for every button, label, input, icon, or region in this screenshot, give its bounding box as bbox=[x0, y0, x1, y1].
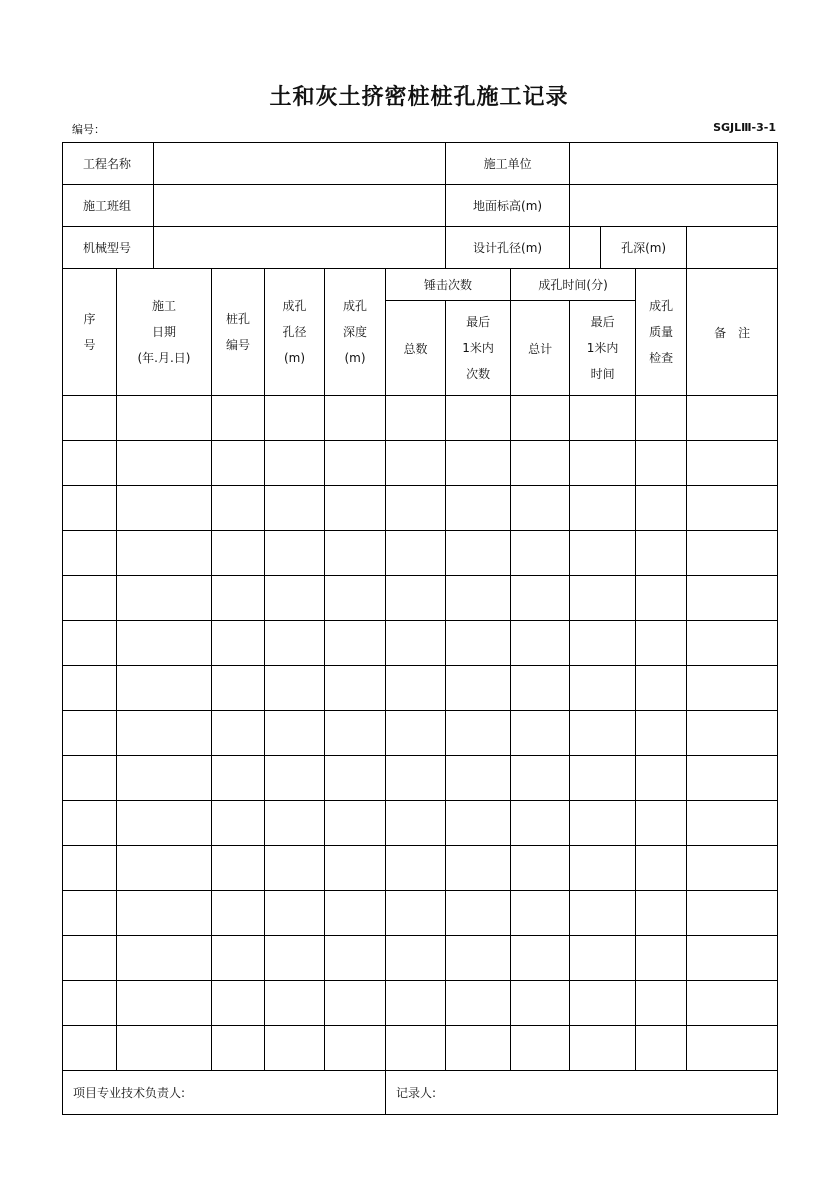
table-cell[interactable] bbox=[687, 441, 778, 486]
table-cell[interactable] bbox=[636, 936, 687, 981]
table-row bbox=[63, 666, 778, 711]
table-cell[interactable] bbox=[63, 531, 117, 576]
header-depth-line: (m) bbox=[344, 351, 366, 365]
table-cell[interactable] bbox=[265, 396, 325, 441]
table-cell[interactable] bbox=[687, 486, 778, 531]
table-cell[interactable] bbox=[636, 576, 687, 621]
team-field[interactable] bbox=[154, 185, 446, 227]
table-cell[interactable] bbox=[212, 1026, 265, 1071]
table-cell[interactable] bbox=[212, 711, 265, 756]
table-cell[interactable] bbox=[570, 756, 636, 801]
table-cell[interactable] bbox=[636, 531, 687, 576]
table-cell[interactable] bbox=[446, 621, 511, 666]
table-cell[interactable] bbox=[687, 846, 778, 891]
table-cell[interactable] bbox=[212, 396, 265, 441]
table-cell[interactable] bbox=[63, 576, 117, 621]
table-cell[interactable] bbox=[446, 891, 511, 936]
table-cell[interactable] bbox=[212, 576, 265, 621]
table-cell[interactable] bbox=[446, 801, 511, 846]
ground-elevation-field[interactable] bbox=[570, 185, 778, 227]
table-cell[interactable] bbox=[636, 801, 687, 846]
table-cell[interactable] bbox=[325, 756, 386, 801]
record-table bbox=[62, 142, 778, 1115]
table-cell[interactable] bbox=[446, 981, 511, 1026]
table-cell[interactable] bbox=[325, 441, 386, 486]
table-cell[interactable] bbox=[446, 576, 511, 621]
table-cell[interactable] bbox=[570, 801, 636, 846]
header-pile-no-line: 编号 bbox=[226, 338, 251, 352]
table-cell[interactable] bbox=[386, 396, 446, 441]
table-row bbox=[63, 801, 778, 846]
header-depth bbox=[325, 269, 386, 396]
table-row bbox=[63, 891, 778, 936]
header-seq-line: 号 bbox=[83, 338, 96, 352]
table-cell[interactable] bbox=[570, 846, 636, 891]
header-pile-no bbox=[212, 269, 265, 396]
table-cell[interactable] bbox=[212, 531, 265, 576]
table-cell[interactable] bbox=[511, 666, 570, 711]
table-cell[interactable] bbox=[636, 486, 687, 531]
table-cell[interactable] bbox=[117, 486, 212, 531]
info-row-3 bbox=[63, 227, 778, 269]
header-quality-line: 检查 bbox=[649, 351, 674, 365]
table-cell[interactable] bbox=[117, 936, 212, 981]
table-cell[interactable] bbox=[117, 621, 212, 666]
table-row bbox=[63, 531, 778, 576]
header-hammer-last-line: 1米内 bbox=[462, 341, 494, 355]
header-hammer-last-line: 次数 bbox=[466, 367, 491, 381]
table-cell[interactable] bbox=[446, 396, 511, 441]
table-cell[interactable] bbox=[446, 936, 511, 981]
table-cell[interactable] bbox=[212, 936, 265, 981]
table-cell[interactable] bbox=[386, 531, 446, 576]
hole-depth-field[interactable] bbox=[687, 227, 778, 269]
table-cell[interactable] bbox=[63, 801, 117, 846]
table-cell[interactable] bbox=[386, 846, 446, 891]
table-cell[interactable] bbox=[687, 576, 778, 621]
header-diameter-line: 孔径 bbox=[282, 325, 307, 339]
table-cell[interactable] bbox=[117, 711, 212, 756]
table-cell[interactable] bbox=[265, 711, 325, 756]
table-cell[interactable] bbox=[386, 1026, 446, 1071]
table-cell[interactable] bbox=[212, 756, 265, 801]
table-cell[interactable] bbox=[386, 441, 446, 486]
construction-unit-label: 施工单位 bbox=[446, 143, 570, 185]
table-cell[interactable] bbox=[687, 1026, 778, 1071]
table-row bbox=[63, 441, 778, 486]
table-cell[interactable] bbox=[570, 711, 636, 756]
table-cell[interactable] bbox=[325, 711, 386, 756]
table-cell[interactable] bbox=[117, 576, 212, 621]
table-cell[interactable] bbox=[265, 486, 325, 531]
table-cell[interactable] bbox=[570, 396, 636, 441]
table-cell[interactable] bbox=[570, 576, 636, 621]
table-cell[interactable] bbox=[325, 531, 386, 576]
table-cell[interactable] bbox=[386, 981, 446, 1026]
table-cell[interactable] bbox=[511, 711, 570, 756]
design-diameter-label: 设计孔径(m) bbox=[446, 227, 570, 269]
table-cell[interactable] bbox=[570, 1026, 636, 1071]
table-cell[interactable] bbox=[511, 846, 570, 891]
table-cell[interactable] bbox=[636, 756, 687, 801]
design-diameter-field[interactable] bbox=[570, 227, 601, 269]
table-cell[interactable] bbox=[63, 486, 117, 531]
data-rows bbox=[63, 396, 778, 1071]
table-cell[interactable] bbox=[325, 1026, 386, 1071]
header-time-last-line: 时间 bbox=[590, 367, 615, 381]
table-cell[interactable] bbox=[511, 576, 570, 621]
table-cell[interactable] bbox=[636, 846, 687, 891]
table-cell[interactable] bbox=[636, 1026, 687, 1071]
table-cell[interactable] bbox=[265, 756, 325, 801]
header-depth-line: 深度 bbox=[343, 325, 368, 339]
table-cell[interactable] bbox=[386, 666, 446, 711]
table-cell[interactable] bbox=[687, 621, 778, 666]
table-row bbox=[63, 846, 778, 891]
table-cell[interactable] bbox=[63, 666, 117, 711]
table-cell[interactable] bbox=[325, 576, 386, 621]
table-cell[interactable] bbox=[636, 441, 687, 486]
table-cell[interactable] bbox=[687, 711, 778, 756]
table-cell[interactable] bbox=[117, 666, 212, 711]
table-cell[interactable] bbox=[636, 666, 687, 711]
table-cell[interactable] bbox=[265, 441, 325, 486]
table-cell[interactable] bbox=[63, 621, 117, 666]
table-cell[interactable] bbox=[117, 531, 212, 576]
table-cell[interactable] bbox=[325, 666, 386, 711]
table-cell[interactable] bbox=[265, 981, 325, 1026]
header-time-last-line: 最后 bbox=[590, 315, 615, 329]
table-row bbox=[63, 756, 778, 801]
table-cell[interactable] bbox=[325, 801, 386, 846]
table-cell[interactable] bbox=[511, 486, 570, 531]
header-hammer-total: 总数 bbox=[386, 301, 446, 396]
table-cell[interactable] bbox=[117, 981, 212, 1026]
header-hammer-last-line: 最后 bbox=[466, 315, 491, 329]
table-cell[interactable] bbox=[117, 801, 212, 846]
table-cell[interactable] bbox=[570, 936, 636, 981]
header-depth-line: 成孔 bbox=[343, 299, 368, 313]
info-row-1 bbox=[63, 143, 778, 185]
table-cell[interactable] bbox=[63, 756, 117, 801]
table-cell[interactable] bbox=[265, 576, 325, 621]
table-cell[interactable] bbox=[117, 396, 212, 441]
table-cell[interactable] bbox=[117, 846, 212, 891]
header-time-last bbox=[570, 301, 636, 396]
team-label: 施工班组 bbox=[63, 185, 154, 227]
header-time-group: 成孔时间(分) bbox=[511, 269, 636, 301]
table-cell[interactable] bbox=[386, 936, 446, 981]
table-cell[interactable] bbox=[446, 531, 511, 576]
table-cell[interactable] bbox=[511, 1026, 570, 1071]
info-row-2 bbox=[63, 185, 778, 227]
table-cell[interactable] bbox=[687, 891, 778, 936]
header-diameter-line: (m) bbox=[283, 351, 306, 365]
table-row bbox=[63, 1026, 778, 1071]
header-quality bbox=[636, 269, 687, 396]
table-cell[interactable] bbox=[687, 531, 778, 576]
table-cell[interactable] bbox=[265, 801, 325, 846]
table-cell[interactable] bbox=[570, 891, 636, 936]
table-cell[interactable] bbox=[265, 666, 325, 711]
table-row bbox=[63, 981, 778, 1026]
table-cell[interactable] bbox=[325, 621, 386, 666]
table-cell[interactable] bbox=[511, 756, 570, 801]
table-cell[interactable] bbox=[265, 621, 325, 666]
table-cell[interactable] bbox=[511, 891, 570, 936]
table-cell[interactable] bbox=[570, 441, 636, 486]
table-cell[interactable] bbox=[446, 846, 511, 891]
table-cell[interactable] bbox=[117, 441, 212, 486]
table-cell[interactable] bbox=[63, 936, 117, 981]
table-cell[interactable] bbox=[212, 846, 265, 891]
header-seq bbox=[63, 269, 117, 396]
project-name-field[interactable] bbox=[154, 143, 446, 185]
table-cell[interactable] bbox=[570, 621, 636, 666]
table-cell[interactable] bbox=[325, 396, 386, 441]
header-remarks: 备 注 bbox=[687, 269, 778, 396]
table-cell[interactable] bbox=[570, 666, 636, 711]
header-quality-line: 质量 bbox=[649, 325, 674, 339]
header-date bbox=[117, 269, 212, 396]
header-hammer-last bbox=[446, 301, 511, 396]
table-row bbox=[63, 576, 778, 621]
table-row bbox=[63, 711, 778, 756]
header-date-line: 日期 bbox=[152, 325, 177, 339]
tech-lead-signature-field[interactable]: 项目专业技术负责人: bbox=[63, 1071, 386, 1115]
table-cell[interactable] bbox=[325, 846, 386, 891]
form-title: 土和灰土挤密桩桩孔施工记录 bbox=[269, 85, 569, 110]
table-cell[interactable] bbox=[386, 576, 446, 621]
table-row bbox=[63, 621, 778, 666]
table-cell[interactable] bbox=[446, 711, 511, 756]
table-cell[interactable] bbox=[511, 981, 570, 1026]
table-cell[interactable] bbox=[63, 846, 117, 891]
table-cell[interactable] bbox=[325, 981, 386, 1026]
ground-elevation-label: 地面标高(m) bbox=[446, 185, 570, 227]
table-cell[interactable] bbox=[446, 486, 511, 531]
table-cell[interactable] bbox=[212, 666, 265, 711]
project-name-label: 工程名称 bbox=[63, 143, 154, 185]
header-row-1 bbox=[63, 269, 778, 301]
table-cell[interactable] bbox=[117, 891, 212, 936]
table-cell[interactable] bbox=[687, 936, 778, 981]
table-cell[interactable] bbox=[117, 1026, 212, 1071]
table-cell[interactable] bbox=[212, 621, 265, 666]
table-cell[interactable] bbox=[212, 441, 265, 486]
table-cell[interactable] bbox=[386, 711, 446, 756]
table-cell[interactable] bbox=[63, 711, 117, 756]
table-cell[interactable] bbox=[386, 621, 446, 666]
table-cell[interactable] bbox=[212, 486, 265, 531]
table-cell[interactable] bbox=[446, 441, 511, 486]
table-cell[interactable] bbox=[446, 756, 511, 801]
table-cell[interactable] bbox=[636, 711, 687, 756]
table-cell[interactable] bbox=[212, 981, 265, 1026]
table-cell[interactable] bbox=[212, 801, 265, 846]
table-cell[interactable] bbox=[63, 441, 117, 486]
table-cell[interactable] bbox=[511, 621, 570, 666]
header-time-total: 总计 bbox=[511, 301, 570, 396]
table-cell[interactable] bbox=[265, 936, 325, 981]
table-cell[interactable] bbox=[117, 756, 212, 801]
table-cell[interactable] bbox=[636, 396, 687, 441]
table-row bbox=[63, 486, 778, 531]
footer-row bbox=[63, 1071, 778, 1115]
header-date-line: 施工 bbox=[152, 299, 177, 313]
table-cell[interactable] bbox=[687, 756, 778, 801]
table-cell[interactable] bbox=[636, 891, 687, 936]
header-diameter bbox=[265, 269, 325, 396]
table-cell[interactable] bbox=[63, 891, 117, 936]
table-cell[interactable] bbox=[511, 801, 570, 846]
header-quality-line: 成孔 bbox=[649, 299, 674, 313]
table-cell[interactable] bbox=[570, 531, 636, 576]
table-row bbox=[63, 936, 778, 981]
table-cell[interactable] bbox=[511, 531, 570, 576]
table-cell[interactable] bbox=[636, 981, 687, 1026]
hole-depth-label: 孔深(m) bbox=[601, 227, 687, 269]
table-cell[interactable] bbox=[386, 801, 446, 846]
table-cell[interactable] bbox=[687, 981, 778, 1026]
machine-model-label: 机械型号 bbox=[63, 227, 154, 269]
table-row bbox=[63, 396, 778, 441]
table-cell[interactable] bbox=[386, 891, 446, 936]
table-cell[interactable] bbox=[386, 486, 446, 531]
table-cell[interactable] bbox=[511, 936, 570, 981]
table-cell[interactable] bbox=[446, 666, 511, 711]
table-cell[interactable] bbox=[265, 1026, 325, 1071]
header-time-last-line: 1米内 bbox=[586, 341, 619, 355]
table-cell[interactable] bbox=[570, 486, 636, 531]
header-date-line: (年.月.日) bbox=[137, 351, 191, 365]
table-cell[interactable] bbox=[325, 936, 386, 981]
header-pile-no-line: 桩孔 bbox=[226, 312, 251, 326]
construction-unit-field[interactable] bbox=[570, 143, 778, 185]
table-cell[interactable] bbox=[265, 891, 325, 936]
table-cell[interactable] bbox=[636, 621, 687, 666]
table-cell[interactable] bbox=[63, 981, 117, 1026]
recorder-signature-field[interactable]: 记录人: bbox=[386, 1071, 778, 1115]
table-cell[interactable] bbox=[63, 396, 117, 441]
table-cell[interactable] bbox=[212, 891, 265, 936]
table-cell[interactable] bbox=[570, 981, 636, 1026]
form-code: SGJLⅢ-3-1 bbox=[713, 121, 776, 134]
table-cell[interactable] bbox=[325, 486, 386, 531]
table-cell[interactable] bbox=[687, 801, 778, 846]
table-cell[interactable] bbox=[511, 396, 570, 441]
table-cell[interactable] bbox=[63, 1026, 117, 1071]
table-cell[interactable] bbox=[446, 1026, 511, 1071]
table-cell[interactable] bbox=[325, 891, 386, 936]
machine-model-field[interactable] bbox=[154, 227, 446, 269]
header-hammer-group: 锤击次数 bbox=[386, 269, 511, 301]
table-cell[interactable] bbox=[511, 441, 570, 486]
table-cell[interactable] bbox=[687, 396, 778, 441]
header-seq-line: 序 bbox=[83, 312, 96, 326]
header-diameter-line: 成孔 bbox=[282, 299, 307, 313]
table-cell[interactable] bbox=[265, 531, 325, 576]
serial-number-label: 编号： bbox=[72, 123, 105, 136]
table-cell[interactable] bbox=[386, 756, 446, 801]
table-cell[interactable] bbox=[687, 666, 778, 711]
table-cell[interactable] bbox=[265, 846, 325, 891]
